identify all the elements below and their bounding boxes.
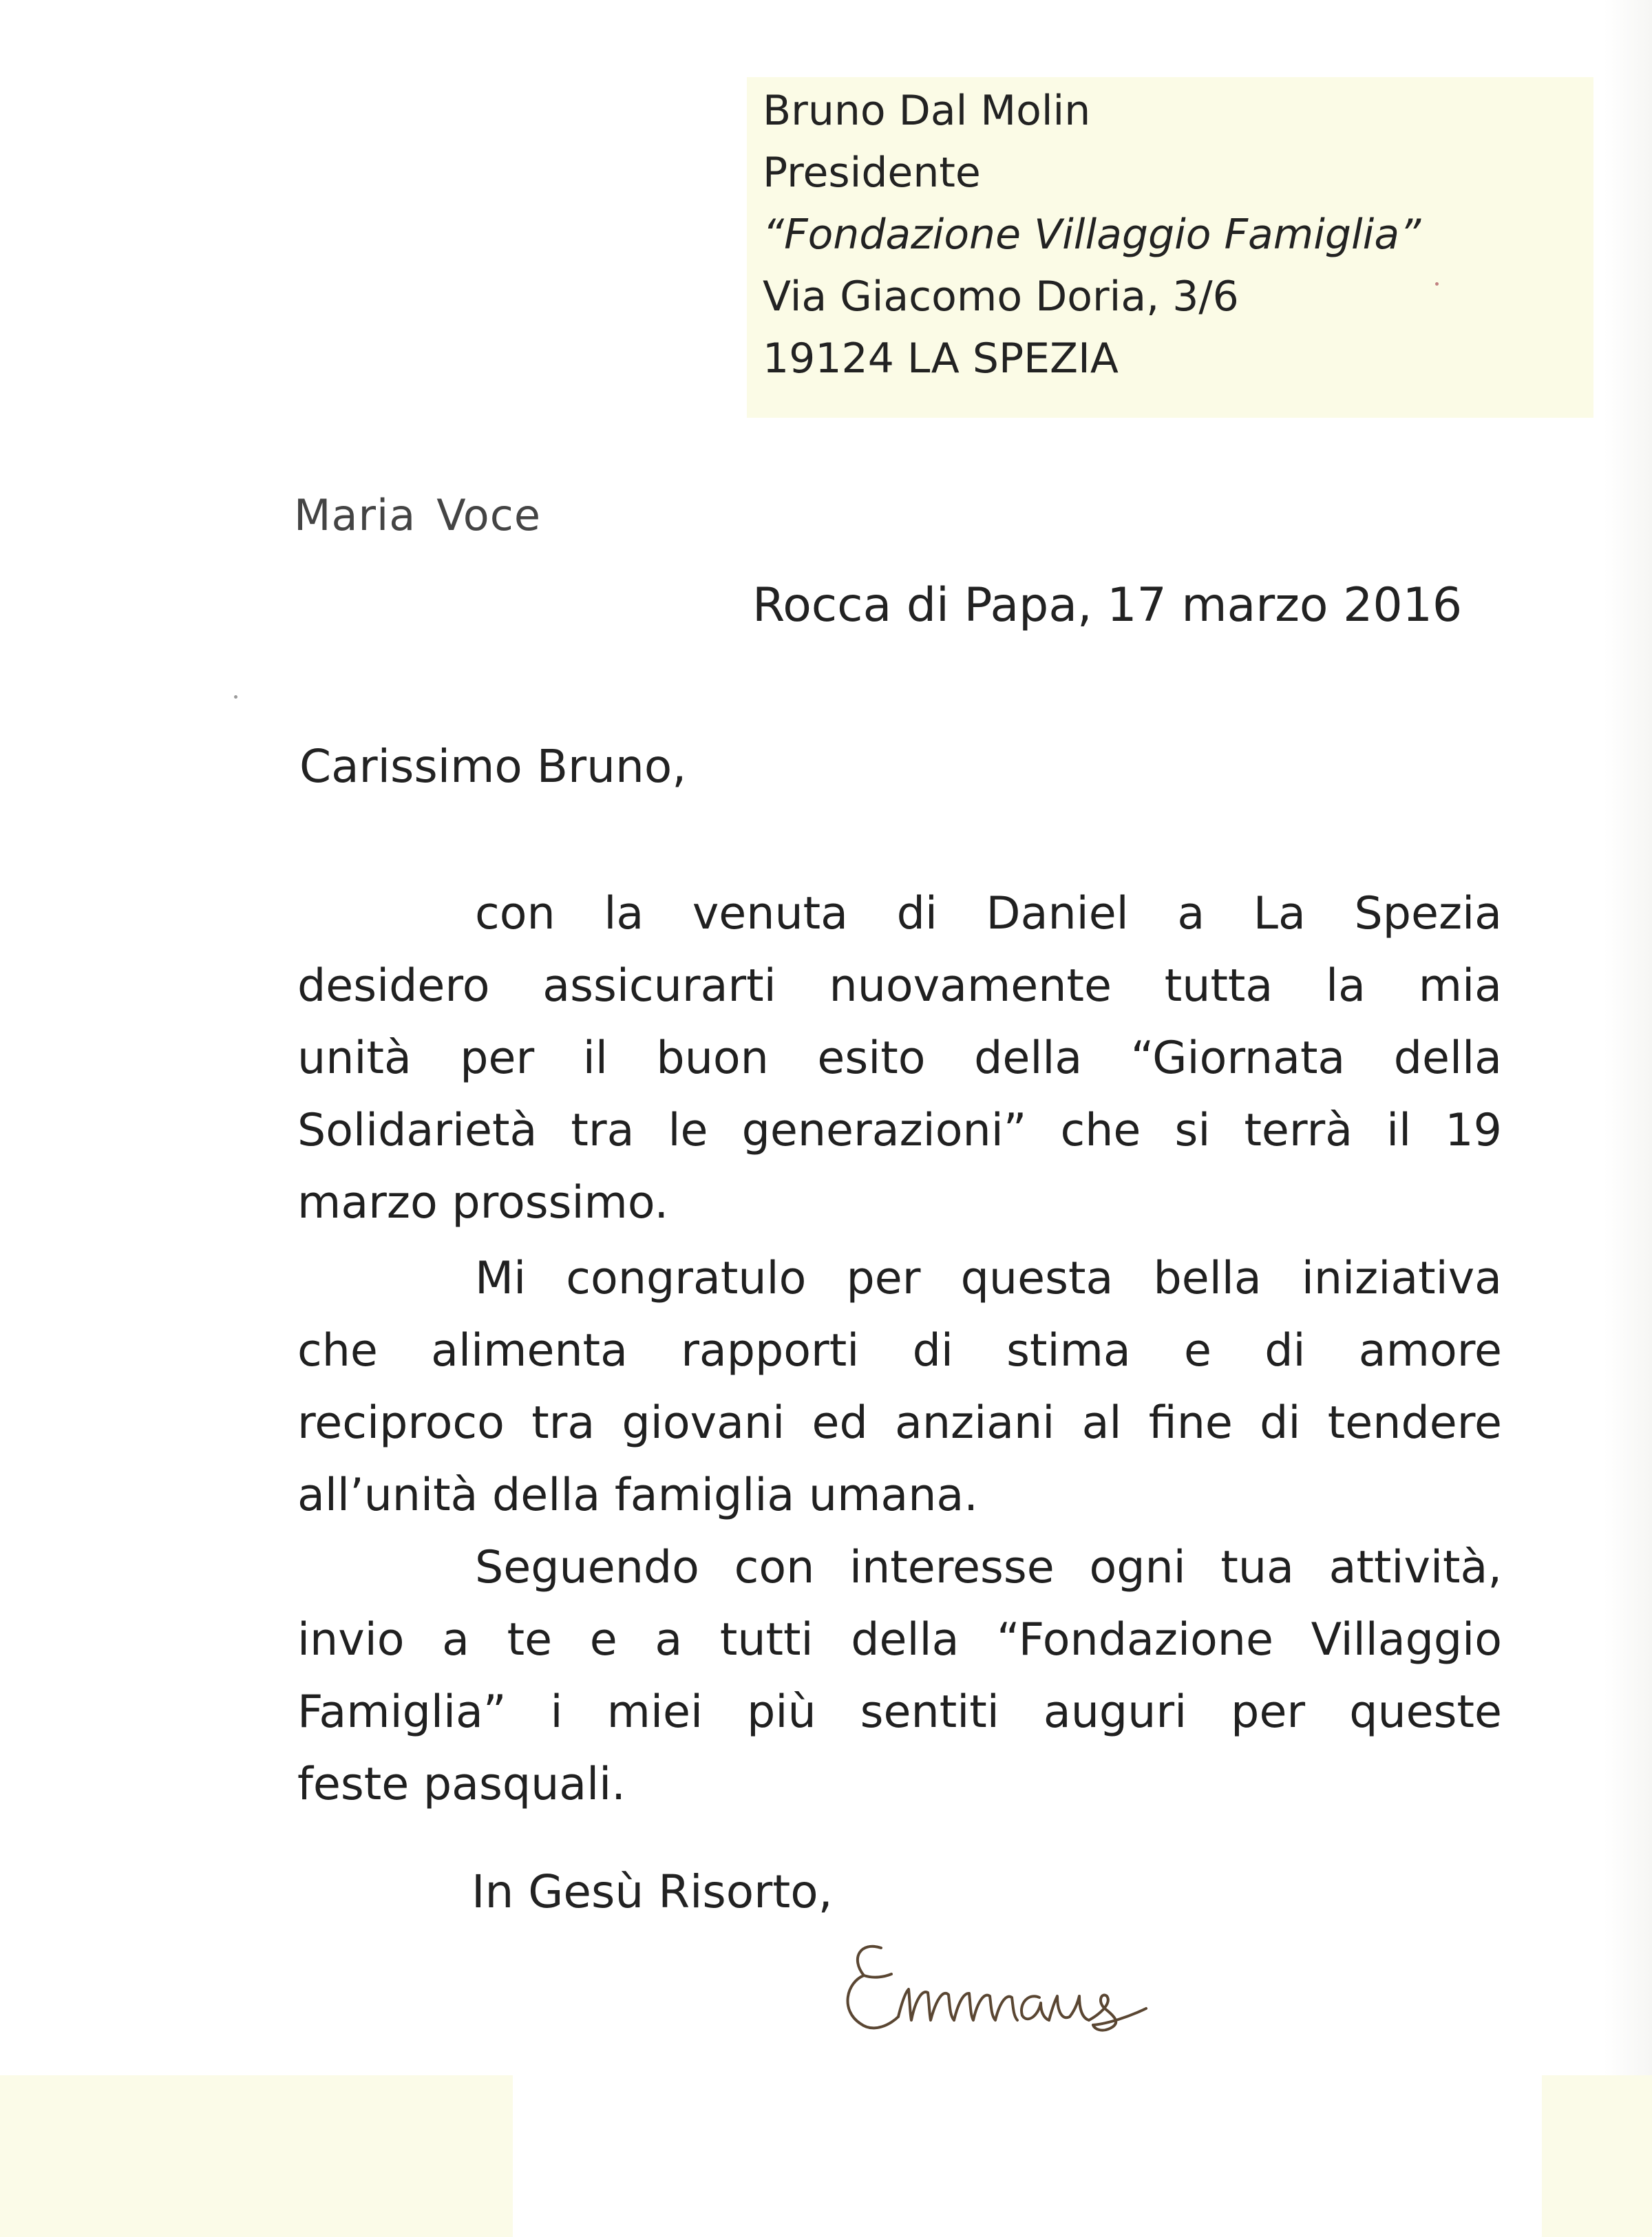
paragraph-2-line-2: che alimenta rapporti di stima e di amore: [297, 1325, 1502, 1377]
paragraph-3-line-3: Famiglia” i miei più sentiti auguri per queste: [297, 1686, 1502, 1738]
paragraph-2-line-3: reciproco tra giovani ed anziani al fine di tendere: [297, 1397, 1502, 1449]
scan-speck: [234, 695, 237, 699]
paragraph-2-line-1: Mi congratulo per questa bella iniziativa: [475, 1253, 1502, 1304]
scan-tint-left: [0, 2075, 513, 2237]
date-line: Rocca di Papa, 17 marzo 2016: [752, 578, 1463, 633]
paragraph-3-line-1: Seguendo con interesse ogni tua attività,: [475, 1542, 1502, 1593]
salutation: Carissimo Bruno,: [299, 740, 687, 793]
scan-tint-right: [1542, 2075, 1652, 2237]
sender-letterhead: [294, 490, 541, 540]
paragraph-1-line-5: marzo prossimo.: [297, 1177, 669, 1229]
sender-first-name: Maria: [294, 490, 416, 540]
recipient-organization: “Fondazione Villaggio Famiglia”: [763, 211, 1421, 259]
paragraph-2-line-4: all’unità della famiglia umana.: [297, 1470, 978, 1521]
paragraph-3-line-2: invio a te e a tutti della “Fondazione Villaggio: [297, 1614, 1502, 1666]
paragraph-3-line-4: feste pasquali.: [297, 1759, 626, 1810]
paragraph-1-line-4: Solidarietà tra le generazioni” che si terrà il 19: [297, 1105, 1502, 1156]
recipient-street: Via Giacomo Doria, 3/6: [763, 273, 1239, 321]
signature-drawing: [833, 1920, 1218, 2058]
paragraph-1-line-1: con la venuta di Daniel a La Spezia: [475, 888, 1502, 940]
recipient-title: Presidente: [763, 149, 981, 197]
sender-last-name: Voce: [436, 490, 541, 540]
handwritten-signature: [833, 1920, 1218, 2058]
recipient-name: Bruno Dal Molin: [763, 87, 1091, 135]
paragraph-1-line-2: desidero assicurarti nuovamente tutta la mia: [297, 960, 1502, 1012]
scan-speck: [1435, 282, 1439, 286]
scan-edge: [1604, 0, 1652, 2237]
paragraph-1-line-3: unità per il buon esito della “Giornata della: [297, 1032, 1502, 1084]
closing: In Gesù Risorto,: [472, 1865, 833, 1918]
recipient-city: 19124 LA SPEZIA: [763, 335, 1119, 383]
